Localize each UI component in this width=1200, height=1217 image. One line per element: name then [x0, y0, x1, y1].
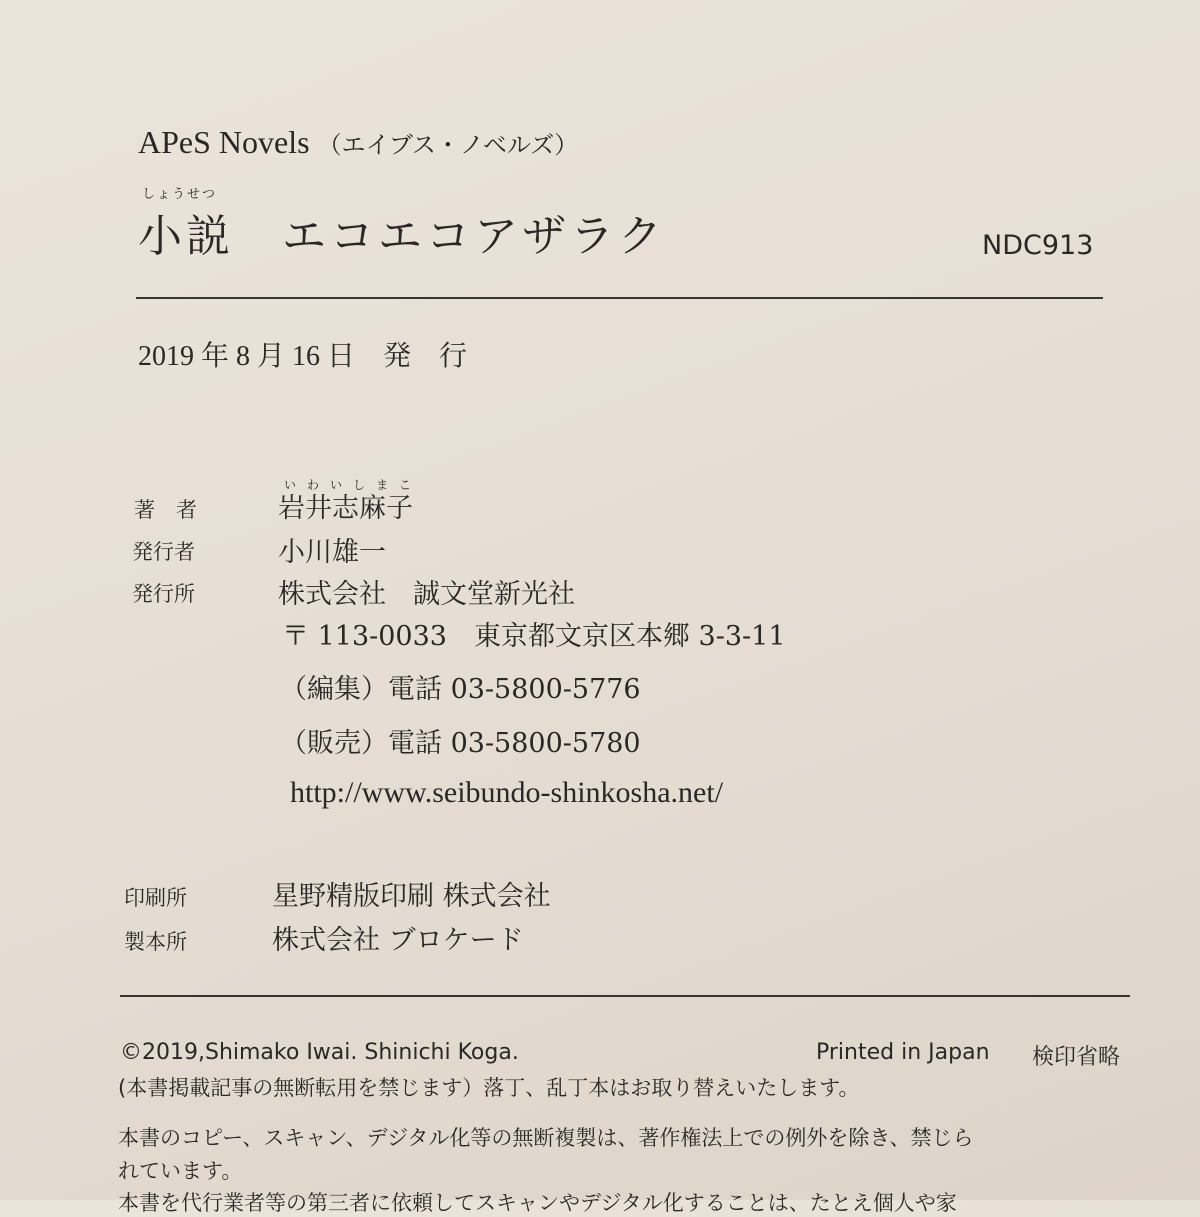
- author-ruby: いわいしまこ: [284, 478, 423, 492]
- notice-copy-1: 本書のコピー、スキャン、デジタル化等の無断複製は、著作権法上での例外を除き、禁じら: [118, 1126, 974, 1150]
- divider-top: [136, 297, 1103, 299]
- publisher-person: 小川雄一: [278, 537, 386, 568]
- printed-in: Printed in Japan: [816, 1040, 990, 1065]
- phone-sales: （販売）電話 03-5800-5780: [280, 728, 641, 759]
- publisher-label: 発行所: [132, 582, 195, 606]
- notice-copy-2: れています。: [118, 1159, 243, 1183]
- notice-copy-3: 本書を代行業者等の第三者に依頼してスキャンやデジタル化することは、たとえ個人や家: [118, 1191, 957, 1215]
- series-kana: （エイブス・ノベルズ）: [317, 133, 579, 159]
- title-ruby: しょうせつ: [142, 187, 218, 202]
- publisher-person-label: 発行者: [132, 540, 195, 564]
- series-title: APeS Novels: [138, 124, 310, 160]
- notice-reprint: (本書掲載記事の無断転用を禁じます）落丁、乱丁本はお取り替えいたします。: [118, 1076, 860, 1100]
- seal-omitted: 検印省略: [1032, 1045, 1121, 1070]
- series-name: [138, 124, 578, 161]
- publisher-address: 〒 113-0033 東京都文京区本郷 3-3-11: [282, 621, 786, 652]
- publisher-url: http://www.seibundo-shinkosha.net/: [290, 776, 724, 809]
- author-name: 岩井志麻子: [278, 493, 413, 524]
- binder-name: 株式会社 ブロケード: [272, 925, 524, 956]
- phone-editorial: （編集）電話 03-5800-5776: [280, 674, 641, 705]
- author-label: 著 者: [134, 498, 197, 522]
- printer-name: 星野精版印刷 株式会社: [272, 881, 551, 912]
- copyright: ©2019,Shimako Iwai. Shinichi Koga.: [120, 1040, 519, 1065]
- book-title: 小説 エコエコアザラク: [138, 211, 666, 262]
- divider-bottom: [120, 995, 1130, 997]
- printer-label: 印刷所: [124, 886, 187, 910]
- issue-date: 2019 年 8 月 16 日 発 行: [138, 341, 468, 372]
- publisher-name: 株式会社 誠文堂新光社: [278, 579, 575, 610]
- binder-label: 製本所: [124, 930, 187, 954]
- ndc-code: NDC913: [982, 230, 1094, 261]
